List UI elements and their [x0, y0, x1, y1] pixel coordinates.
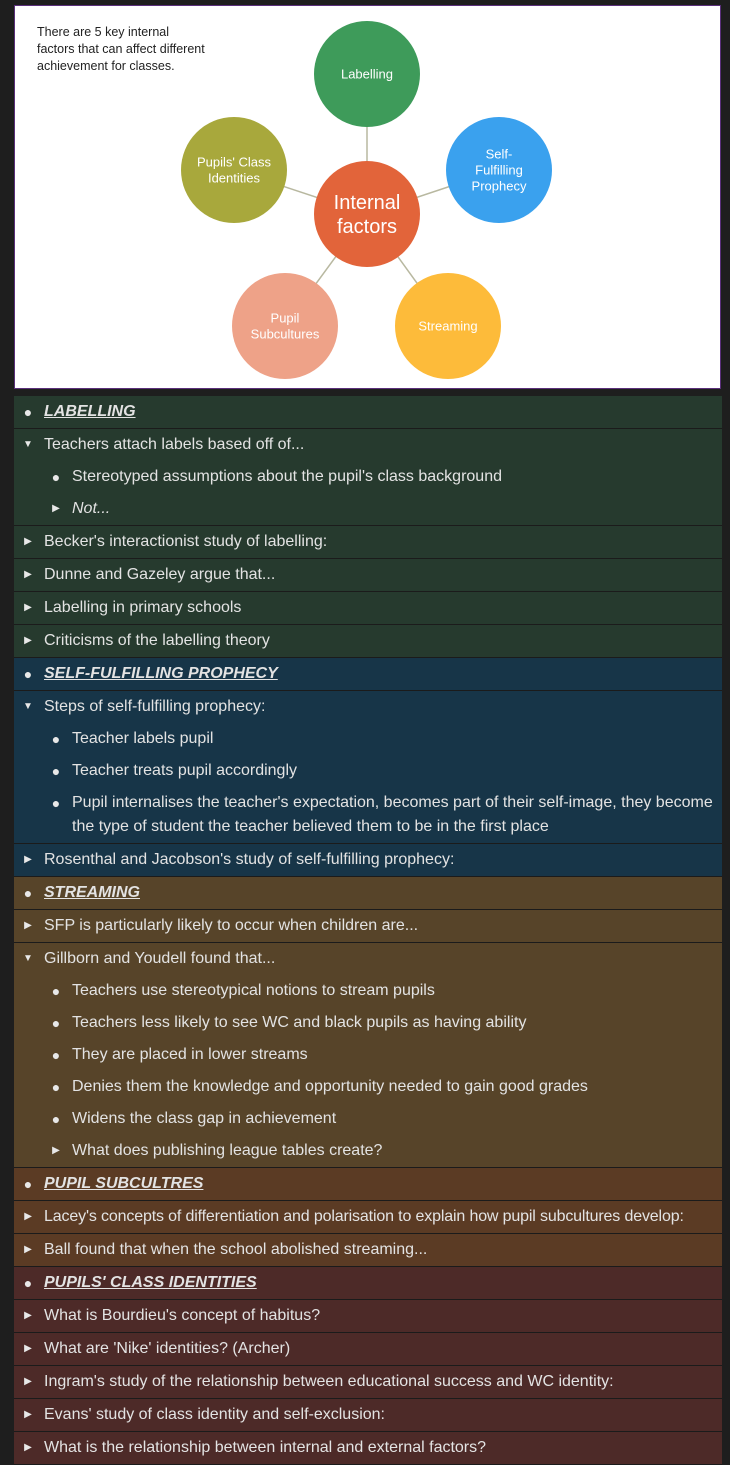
node-label-labelling: Labelling: [340, 66, 394, 82]
triangle-right-icon[interactable]: ▶: [24, 569, 32, 580]
triangle-right-icon[interactable]: ▶: [24, 1409, 32, 1420]
list-item: [14, 461, 722, 493]
bullet-icon: ●: [51, 1111, 61, 1127]
heading-text: STREAMING: [44, 884, 140, 901]
item-text: Stereotyped assumptions about the pupil's class background: [72, 468, 502, 485]
item-text: Labelling in primary schools: [44, 599, 242, 616]
list-item: [14, 1007, 722, 1039]
triangle-down-icon[interactable]: ▼: [23, 439, 33, 450]
list-item: [14, 755, 722, 787]
triangle-right-icon[interactable]: ▶: [24, 602, 32, 613]
section-streaming: [14, 877, 722, 1168]
item-text: What does publishing league tables create?: [72, 1142, 383, 1159]
item-text: Gillborn and Youdell found that...: [44, 950, 276, 967]
toggle-becker[interactable]: [14, 526, 722, 559]
section-subcultures: [14, 1168, 722, 1267]
toggle-relationship[interactable]: [14, 1432, 722, 1465]
heading-text: LABELLING: [44, 403, 136, 420]
node-label-sfp: Self-Fulfilling Prophecy: [471, 146, 527, 194]
heading-text: SELF-FULFILLING PROPHECY: [44, 665, 278, 682]
triangle-right-icon[interactable]: ▶: [24, 1343, 32, 1354]
item-text: Steps of self-fulfilling prophecy:: [44, 698, 266, 715]
item-text: Teachers less likely to see WC and black pupils as having ability: [72, 1014, 527, 1031]
heading-text: PUPILS' CLASS IDENTITIES: [44, 1274, 257, 1291]
heading-subcultures[interactable]: [14, 1168, 722, 1201]
node-label-identities: Pupils' Class Identities: [196, 154, 272, 186]
triangle-right-icon[interactable]: ▶: [24, 1442, 32, 1453]
item-text: Rosenthal and Jacobson's study of self-fulfilling prophecy:: [44, 851, 455, 868]
list-item: [14, 1103, 722, 1135]
list-item: [14, 975, 722, 1007]
item-text: SFP is particularly likely to occur when children are...: [44, 917, 419, 934]
item-text: Ball found that when the school abolished streaming...: [44, 1241, 428, 1258]
internal-factors-diagram: [15, 6, 721, 389]
item-text: Becker's interactionist study of labelling:: [44, 533, 328, 550]
bullet-icon: ●: [51, 731, 61, 747]
triangle-right-icon[interactable]: ▶: [52, 503, 60, 514]
toggle-evans[interactable]: [14, 1399, 722, 1432]
triangle-right-icon[interactable]: ▶: [24, 920, 32, 931]
toggle-steps[interactable]: [14, 691, 722, 723]
item-text: Ingram's study of the relationship between educational success and WC identity:: [44, 1373, 614, 1390]
bullet-icon: ●: [23, 666, 33, 682]
slide-intro-text: There are 5 key internal factors that can affect different achievement for classes.: [37, 25, 205, 73]
toggle-gillborn[interactable]: [14, 943, 722, 975]
list-item: [14, 1039, 722, 1071]
triangle-right-icon[interactable]: ▶: [24, 635, 32, 646]
item-text: Lacey's concepts of differentiation and polarisation to explain how pupil subcultures develop:: [44, 1208, 684, 1225]
item-text: Denies them the knowledge and opportunity needed to gain good grades: [72, 1078, 588, 1095]
bullet-icon: ●: [23, 1275, 33, 1291]
toggle-rosenthal[interactable]: [14, 844, 722, 877]
toggle-primary[interactable]: [14, 592, 722, 625]
triangle-right-icon[interactable]: ▶: [24, 536, 32, 547]
list-item: [14, 723, 722, 755]
item-text: Teachers attach labels based off of...: [44, 436, 305, 453]
toggle-teachers-attach[interactable]: [14, 429, 722, 461]
bullet-icon: ●: [51, 795, 61, 811]
item-text: What is Bourdieu's concept of habitus?: [44, 1307, 321, 1324]
toggle-ingram[interactable]: [14, 1366, 722, 1399]
toggle-dunne[interactable]: [14, 559, 722, 592]
section-identities: [14, 1267, 722, 1465]
item-text: What are 'Nike' identities? (Archer): [44, 1340, 291, 1357]
slide-image: [14, 5, 721, 389]
bullet-icon: ●: [51, 469, 61, 485]
node-center: [314, 161, 420, 267]
triangle-right-icon[interactable]: ▶: [24, 1310, 32, 1321]
toggle-lacey[interactable]: [14, 1201, 722, 1234]
item-text: Dunne and Gazeley argue that...: [44, 566, 276, 583]
heading-identities[interactable]: [14, 1267, 722, 1300]
heading-text: PUPIL SUBCULTRES: [44, 1175, 204, 1192]
bullet-icon: ●: [51, 763, 61, 779]
triangle-down-icon[interactable]: ▼: [23, 701, 33, 712]
item-text: Widens the class gap in achievement: [72, 1110, 337, 1127]
toggle-nike[interactable]: [14, 1333, 722, 1366]
triangle-right-icon[interactable]: ▶: [24, 1244, 32, 1255]
list-item: [14, 787, 722, 844]
toggle-sfp-likely[interactable]: [14, 910, 722, 943]
item-text: Not...: [72, 500, 111, 517]
section-sfp: [14, 658, 722, 877]
list-item: [14, 1071, 722, 1103]
heading-labelling[interactable]: [14, 396, 722, 429]
triangle-right-icon[interactable]: ▶: [24, 1211, 32, 1222]
triangle-right-icon[interactable]: ▶: [52, 1145, 60, 1156]
triangle-right-icon[interactable]: ▶: [24, 854, 32, 865]
node-label-subcultures: Pupil Subcultures: [250, 310, 320, 342]
item-text: They are placed in lower streams: [72, 1046, 308, 1063]
toggle-ball[interactable]: [14, 1234, 722, 1267]
triangle-down-icon[interactable]: ▼: [23, 953, 33, 964]
bullet-icon: ●: [23, 404, 33, 420]
node-label-streaming: Streaming: [418, 318, 478, 334]
node-label-center: Internal factors: [333, 192, 401, 238]
heading-sfp[interactable]: [14, 658, 722, 691]
bullet-icon: ●: [51, 1079, 61, 1095]
toggle-criticisms[interactable]: [14, 625, 722, 658]
item-text: Teacher labels pupil: [72, 730, 214, 747]
bullet-icon: ●: [23, 885, 33, 901]
toggle-habitus[interactable]: [14, 1300, 722, 1333]
item-text: What is the relationship between internal and external factors?: [44, 1439, 487, 1456]
toggle-not[interactable]: [14, 493, 722, 526]
item-text: Criticisms of the labelling theory: [44, 632, 270, 649]
item-text: Pupil internalises the teacher's expectation, becomes part of their self-image, they become the type of student the teacher believed them to be in the first place: [72, 794, 713, 835]
triangle-right-icon[interactable]: ▶: [24, 1376, 32, 1387]
item-text: Teacher treats pupil accordingly: [72, 762, 298, 779]
item-text: Teachers use stereotypical notions to stream pupils: [72, 982, 435, 999]
bullet-icon: ●: [23, 1176, 33, 1192]
toggle-league-tables[interactable]: [14, 1135, 722, 1168]
bullet-icon: ●: [51, 1015, 61, 1031]
heading-streaming[interactable]: [14, 877, 722, 910]
section-labelling: [14, 396, 722, 658]
bullet-icon: ●: [51, 983, 61, 999]
outline-list: [14, 396, 722, 1465]
item-text: Evans' study of class identity and self-exclusion:: [44, 1406, 385, 1423]
bullet-icon: ●: [51, 1047, 61, 1063]
